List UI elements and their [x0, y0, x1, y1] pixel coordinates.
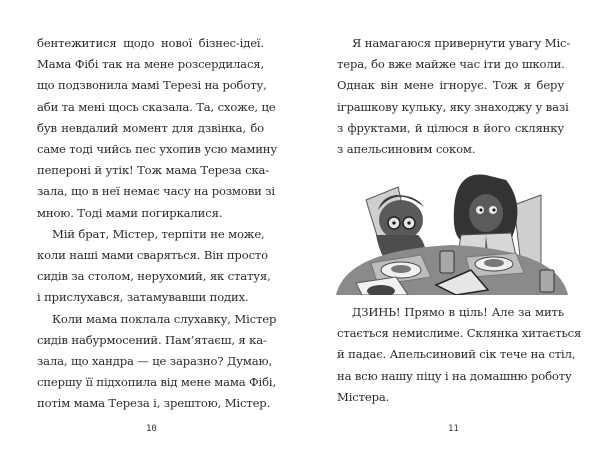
paragraph-3 [37, 309, 277, 415]
paragraph-1 [37, 33, 278, 224]
text-line: аби та мені щось сказала. Та, схоже, це [37, 99, 276, 114]
text-line: саме тоді чийсь пес ухопив усю мамину [37, 142, 278, 157]
paragraph-2 [37, 224, 271, 309]
text-line: іграшкову кульку, яку знаходжу у вазі [337, 99, 569, 114]
text-line: пепероні й утік! Тож мама Тереза ска- [37, 163, 270, 178]
text-line: Мама Фібі так на мене розсердилася, [37, 57, 264, 72]
text-line: і прислухався, затамувавши подих. [37, 290, 249, 305]
page-number: 10 [146, 424, 157, 434]
text-line: Однак він мене ігнорує. Тож я беру [337, 78, 564, 93]
text-line: й падає. Апельсиновий сік тече на стіл, [337, 347, 576, 362]
text-line: спершу її підхопила від мене мама Фібі, [37, 375, 277, 390]
dinner-table-illustration [336, 165, 568, 295]
text-line: Мій брат, Містер, терпіти не може, [52, 226, 265, 241]
right-page-bottom-text [337, 302, 582, 408]
text-line: коли наші мами сваряться. Він просто [37, 248, 269, 263]
text-line: на всю нашу піцу і на домашню роботу [337, 368, 572, 383]
text-line: стається немислиме. Склянка хитається [337, 326, 582, 341]
text-line: зала, що хандра — це заразно? Думаю, [37, 354, 273, 369]
text-line: з фруктами, й цілюся в його склянку [337, 120, 564, 135]
text-line: був невдалий момент для дзвінка, бо [37, 120, 264, 135]
page-number: 11 [448, 424, 459, 434]
right-page [300, 0, 600, 461]
text-line: зала, що в неї немає часу на розмови зі [37, 184, 275, 199]
text-line: бентежитися щодо нової бізнес-ідеї. [37, 36, 264, 50]
text-line: ДЗИНЬ! Прямо в ціль! Але за мить [352, 305, 564, 319]
text-line: з апельсиновим соком. [337, 142, 476, 157]
paragraph-bottom [337, 302, 582, 408]
text-line: Я намагаюся привернути увагу Міс- [352, 36, 571, 50]
text-line: мною. Тоді мами погиркалися. [37, 205, 223, 220]
left-page-text [37, 33, 278, 415]
text-line: Містера. [337, 389, 390, 404]
text-line: Коли мама поклала слухавку, Містер [52, 311, 277, 326]
text-line: тера, бо вже майже час іти до школи. [337, 57, 565, 72]
text-line: потім мама Тереза і, зрештою, Містер. [37, 396, 271, 411]
text-line: сидів за столом, нерухомий, як статуя, [37, 269, 271, 284]
text-line: що подзвонила мамі Терезі на роботу, [37, 78, 267, 93]
right-page-top-text [337, 33, 571, 160]
paragraph-top [337, 33, 571, 160]
text-line: сидів набурмосений. Пам’ятаєш, я ка- [37, 332, 267, 347]
